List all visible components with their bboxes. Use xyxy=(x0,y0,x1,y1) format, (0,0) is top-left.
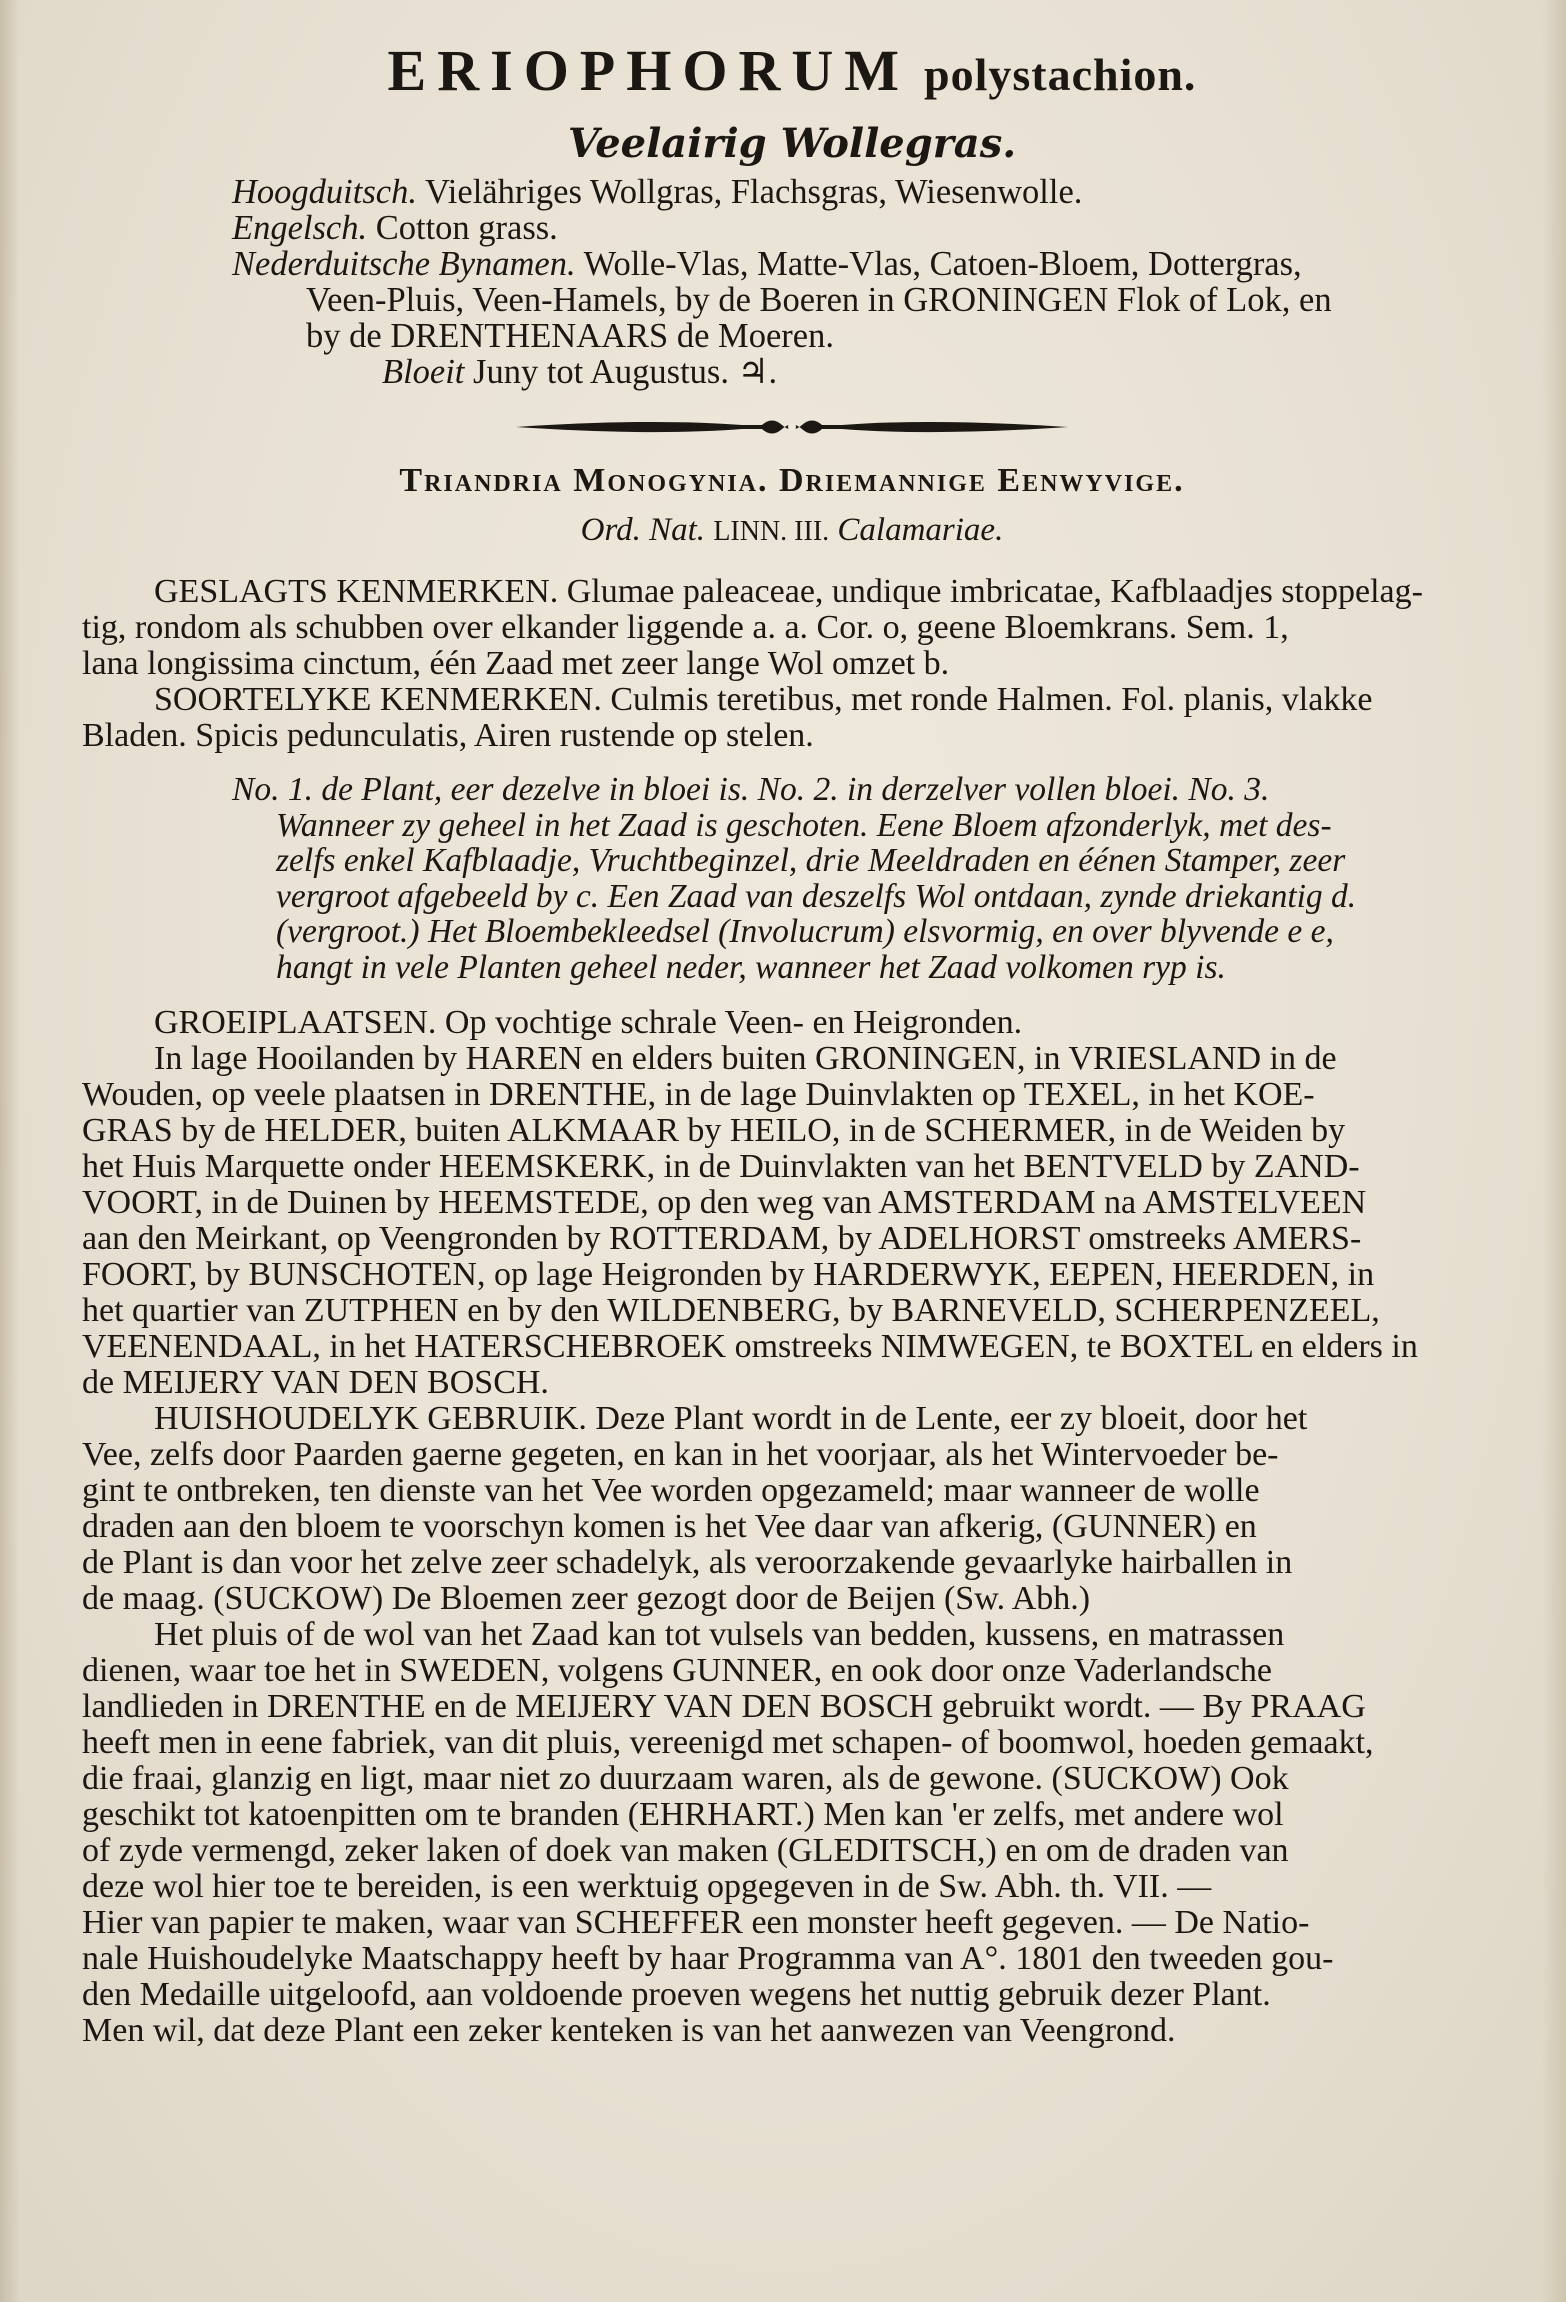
text-line: die fraai, glanzig en ligt, maar niet zo duurzaam waren, als de gewone. (SUCKOW) Ook xyxy=(82,1760,1289,1797)
text-line: de Plant is dan voor het zelve zeer schadelyk, als veroorzakende gevaarlyke hairballen in xyxy=(82,1544,1293,1581)
text-line: de MEIJERY VAN DEN BOSCH. xyxy=(82,1364,549,1401)
text-line: GESLAGTS KENMERKEN. Glumae paleaceae, undique imbricatae, Kafblaadjes stoppelag- xyxy=(154,573,1423,610)
species-name: polystachion. xyxy=(923,49,1197,100)
english-names xyxy=(232,210,1502,246)
text-line: Wanneer zy geheel in het Zaad is geschoten. Eene Bloem afzonderlyk, met des- xyxy=(276,806,1332,844)
ornament-divider xyxy=(512,412,1072,442)
english-label: Engelsch. xyxy=(232,209,368,247)
fluff-use xyxy=(82,1617,1502,2049)
vernacular-names xyxy=(232,174,1502,390)
text-line: Men wil, dat deze Plant een zeker kenteken is van het aanwezen van Veengrond. xyxy=(82,2012,1176,2049)
text-line: gint te ontbreken, ten dienste van het Vee worden opgezameld; maar wanneer de wolle xyxy=(82,1472,1260,1509)
text-line: heeft men in eene fabriek, van dit pluis, vereenigd met schapen- of boomwol, hoeden gemaakt, xyxy=(82,1724,1374,1761)
page-edge-right xyxy=(1542,0,1566,2302)
text-line: GRAS by de HELDER, buiten ALKMAAR by HEILO, in de SCHERMER, in de Weiden by xyxy=(82,1112,1346,1149)
page-content xyxy=(82,28,1502,2049)
text-line: Wouden, op veele plaatsen in DRENTHE, in de lage Duinvlakten op TEXEL, in het KOE- xyxy=(82,1076,1315,1113)
page-edge-left xyxy=(0,0,20,2302)
ord-suffix: Calamariae. xyxy=(837,512,1004,548)
text-line: Bladen. Spicis pedunculatis, Airen rustende op stelen. xyxy=(82,717,814,754)
household-use xyxy=(82,1401,1502,1617)
plate-explanation xyxy=(82,772,1502,985)
text-line: No. 1. de Plant, eer dezelve in bloei is. No. 2. in derzelver vollen bloei. No. 3. xyxy=(232,771,1270,808)
dutch-name: Veelairig Wollegras. xyxy=(567,120,1017,167)
dutch-bynames-cont-1: Veen-Pluis, Veen-Hamels, by de Boeren in GRONINGEN Flok of Lok, en xyxy=(306,281,1332,319)
genus-name: ERIOPHORUM xyxy=(387,38,910,103)
english-text: Cotton grass. xyxy=(375,209,558,247)
text-line: VOORT, in de Duinen by HEEMSTEDE, op den weg van AMSTERDAM na AMSTELVEEN xyxy=(82,1184,1367,1221)
ord-prefix: Ord. Nat. xyxy=(580,512,706,548)
genus-characters xyxy=(82,574,1502,682)
text-line: vergroot afgebeeld by c. Een Zaad van deszelfs Wol ontdaan, zynde driekantig d. xyxy=(276,877,1357,915)
natural-order xyxy=(82,506,1502,554)
text-line: het Huis Marquette onder HEEMSKERK, in de Duinvlakten van het BENTVELD by ZAND- xyxy=(82,1148,1360,1185)
linn-ref: LINN. III. xyxy=(713,516,830,547)
text-line: Hier van papier te maken, waar van SCHEFFER een monster heeft gegeven. — De Natio- xyxy=(82,1904,1310,1941)
flowering-period xyxy=(232,354,1502,390)
text-line: den Medaille uitgeloofd, aan voldoende proeven wegens het nuttig gebruik dezer Plant. xyxy=(82,1976,1271,2013)
flowering-label: Bloeit xyxy=(382,353,465,391)
text-line: Het pluis of de wol van het Zaad kan tot vulsels van bedden, kussens, en matrassen xyxy=(154,1616,1285,1653)
dutch-bynames-text: Wolle-Vlas, Matte-Vlas, Catoen-Bloem, Dottergras, xyxy=(583,245,1302,283)
text-line: In lage Hooilanden by HAREN en elders buiten GRONINGEN, in VRIESLAND in de xyxy=(154,1040,1337,1077)
text-line: de maag. (SUCKOW) De Bloemen zeer gezogt door de Beijen (Sw. Abh.) xyxy=(82,1580,1091,1617)
german-label: Hoogduitsch. xyxy=(232,173,417,211)
text-line: GROEIPLAATSEN. Op vochtige schrale Veen- en Heigronden. xyxy=(154,1004,1023,1041)
text-line: deze wol hier toe te bereiden, is een werktuig opgegeven in de Sw. Abh. th. VII. — xyxy=(82,1868,1212,1905)
text-line: (vergroot.) Het Bloembekleedsel (Involucrum) elsvormig, en over blyvende e e, xyxy=(276,913,1334,950)
text-line: aan den Meirkant, op Veengronden by ROTTERDAM, by ADELHORST omstreeks AMERS- xyxy=(82,1220,1362,1257)
text-line: zelfs enkel Kafblaadje, Vruchtbeginzel, drie Meeldraden en éénen Stamper, zeer xyxy=(276,842,1346,879)
flowering-text: Juny tot Augustus. ♃. xyxy=(473,353,778,391)
dutch-bynames-cont-2: by de DRENTHENAARS de Moeren. xyxy=(306,317,834,355)
text-line: tig, rondom als schubben over elkander liggende a. a. Cor. o, geene Bloemkrans. Sem. 1, xyxy=(82,609,1289,646)
text-line: lana longissima cinctum, één Zaad met zeer lange Wol omzet b. xyxy=(82,645,950,682)
species-characters xyxy=(82,682,1502,754)
dutch-bynames xyxy=(232,246,1502,282)
text-line: draden aan den bloem te voorschyn komen is het Vee daar van afkerig, (GUNNER) en xyxy=(82,1508,1257,1545)
text-line: hangt in vele Planten geheel neder, wanneer het Zaad volkomen ryp is. xyxy=(276,948,1226,986)
text-line: HUISHOUDELYK GEBRUIK. Deze Plant wordt in de Lente, eer zy bloeit, door het xyxy=(154,1400,1308,1437)
text-line: of zyde vermengd, zeker laken of doek van maken (GLEDITSCH,) en om de draden van xyxy=(82,1832,1289,1869)
text-line: dienen, waar toe het in SWEDEN, volgens GUNNER, en ook door onze Vaderlandsche xyxy=(82,1652,1272,1689)
text-line: FOORT, by BUNSCHOTEN, op lage Heigronden by HARDERWYK, EEPEN, HEERDEN, in xyxy=(82,1256,1375,1293)
text-line: geschikt tot katoenpitten om te branden (EHRHART.) Men kan 'er zelfs, met andere wol xyxy=(82,1796,1284,1833)
text-line: VEENENDAAL, in het HATERSCHEBROEK omstreeks NIMWEGEN, te BOXTEL en elders in xyxy=(82,1328,1418,1365)
linnaean-class: Triandria Monogynia. Driemannige Eenwyvige. xyxy=(399,462,1185,499)
growing-places xyxy=(82,1005,1502,1401)
german-names xyxy=(232,174,1502,210)
text-line: SOORTELYKE KENMERKEN. Culmis teretibus, met ronde Halmen. Fol. planis, vlakke xyxy=(154,681,1373,718)
text-line: landlieden in DRENTHE en de MEIJERY VAN DEN BOSCH gebruikt wordt. — By PRAAG xyxy=(82,1688,1366,1725)
text-line: het quartier van ZUTPHEN en by den WILDENBERG, by BARNEVELD, SCHERPENZEEL, xyxy=(82,1292,1380,1329)
page-title xyxy=(82,28,1502,114)
german-text: Vielähriges Wollgras, Flachsgras, Wiesenwolle. xyxy=(424,173,1083,211)
text-line: Vee, zelfs door Paarden gaerne gegeten, en kan in het voorjaar, als het Wintervoeder be- xyxy=(82,1436,1279,1473)
text-line: nale Huishoudelyke Maatschappy heeft by haar Programma van A°. 1801 den tweeden gou- xyxy=(82,1940,1334,1977)
dutch-bynames-label: Nederduitsche Bynamen. xyxy=(232,245,576,283)
